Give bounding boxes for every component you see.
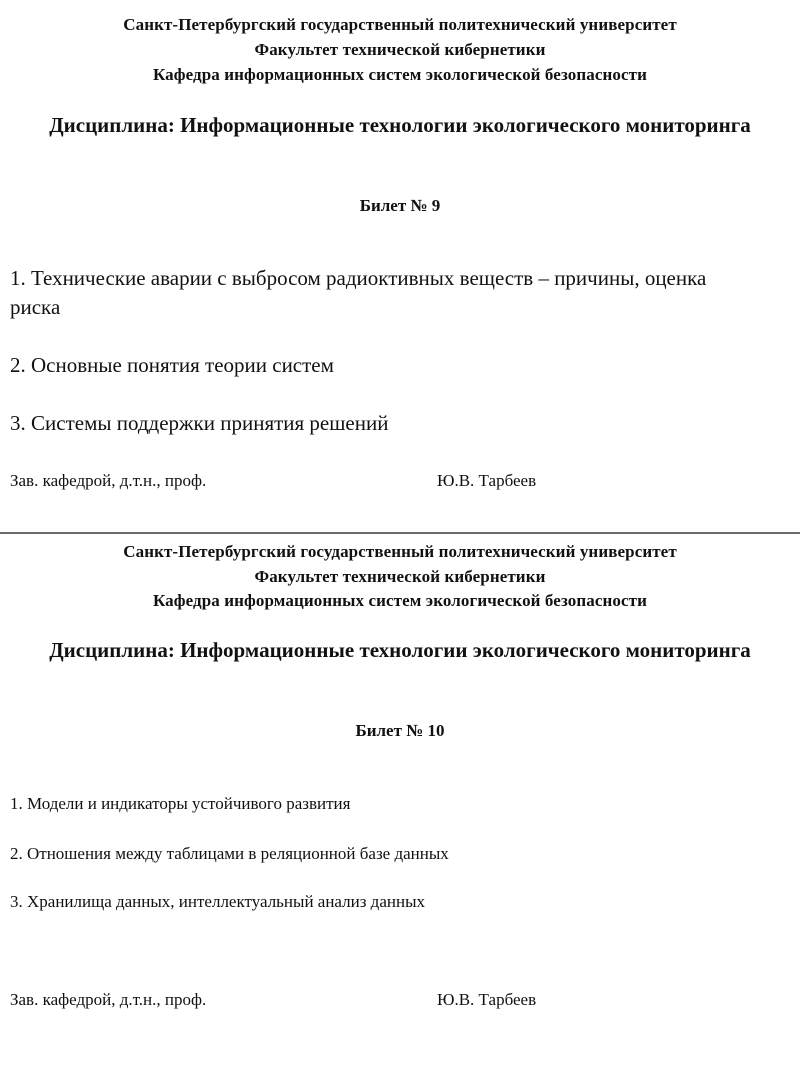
faculty-name: Факультет технической кибернетики [254,40,546,59]
exam-ticket-10 [0,537,800,1067]
question-3: 3. Хранилища данных, интеллектуальный анализ данных [10,892,425,911]
question-1: 1. Технические аварии с выбросом радиоктивных веществ – причины, оценка риска [10,266,707,319]
university-name: Санкт-Петербургский государственный политехнический университет [123,15,677,34]
university-name: Санкт-Петербургский государственный политехнический университет [123,542,677,561]
ticket-number: Билет № 10 [355,721,445,740]
question-1: 1. Модели и индикаторы устойчивого развития [10,794,351,813]
department-name: Кафедра информационных систем экологической безопасности [152,591,648,610]
question-3: 3. Системы поддержки принятия решений [10,411,389,435]
faculty-name: Факультет технической кибернетики [254,567,546,586]
ticket-divider [0,532,800,534]
ticket-number: Билет № 9 [359,196,441,215]
question-2: 2. Отношения между таблицами в реляционной базе данных [10,844,449,863]
exam-ticket-9 [0,0,800,530]
discipline-title: Дисциплина: Информационные технологии экологического мониторинга [49,113,751,137]
signature-name: Ю.В. Тарбеев [437,990,537,1009]
signature-name: Ю.В. Тарбеев [437,471,537,490]
signature-role: Зав. кафедрой, д.т.н., проф. [10,990,207,1009]
question-2: 2. Основные понятия теории систем [10,353,334,377]
signature-role: Зав. кафедрой, д.т.н., проф. [10,471,207,490]
department-name: Кафедра информационных систем экологической безопасности [152,65,648,84]
discipline-title: Дисциплина: Информационные технологии экологического мониторинга [49,638,751,662]
